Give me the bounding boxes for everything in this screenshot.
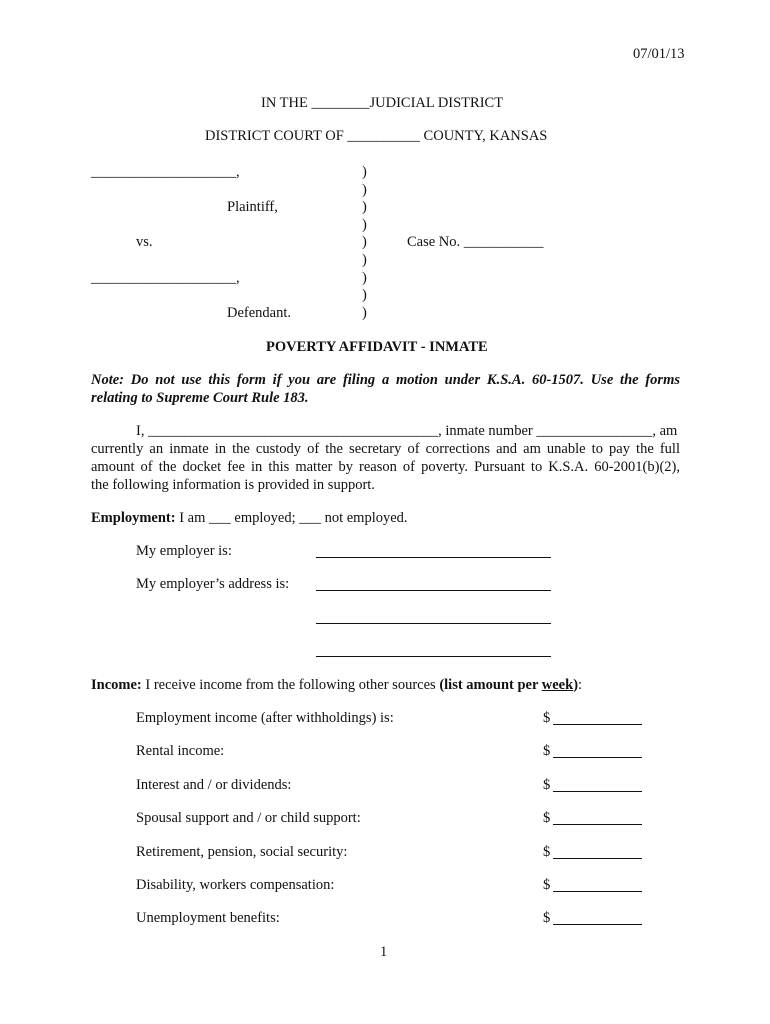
income-amount-field[interactable]: [553, 824, 642, 825]
form-title: POVERTY AFFIDAVIT - INMATE: [266, 339, 488, 355]
paren: ): [362, 287, 367, 303]
income-list-bold: (list amount per: [439, 677, 542, 693]
caption-line1-suffix: JUDICIAL DISTRICT: [369, 95, 504, 111]
income-item-label: Retirement, pension, social security:: [136, 844, 348, 860]
employer-address-label: My employer’s address is:: [136, 576, 290, 592]
income-item-label: Spousal support and / or child support:: [136, 810, 361, 826]
income-amount-field[interactable]: [553, 791, 642, 792]
affiant-name-blank[interactable]: ________________________________________: [148, 423, 439, 439]
income-colon: :: [578, 677, 583, 693]
income-item-label: Unemployment benefits:: [136, 910, 280, 926]
income-item-label: Rental income:: [136, 743, 225, 759]
income-amount-field[interactable]: [553, 757, 642, 758]
dollar-sign: $: [543, 810, 551, 826]
paren: ): [362, 252, 367, 268]
page-number: 1: [380, 944, 388, 960]
plaintiff-label: Plaintiff,: [227, 199, 278, 215]
income-text: I receive income from the following other sources: [141, 677, 440, 693]
caption-line2-prefix: DISTRICT COURT OF: [205, 128, 348, 144]
dollar-sign: $: [543, 777, 551, 793]
income-amount-field[interactable]: [553, 891, 642, 892]
employer-field[interactable]: [316, 557, 551, 558]
income-item-label: Employment income (after withholdings) is:: [136, 710, 394, 726]
income-heading: Income:: [91, 677, 142, 693]
income-week: week: [541, 677, 574, 693]
note-line-2: relating to Supreme Court Rule 183.: [91, 390, 309, 406]
case-no-label: Case No.: [407, 234, 464, 250]
intro-line-4: the following information is provided in support.: [91, 477, 375, 493]
paren: ): [362, 305, 367, 321]
county-line: [205, 127, 547, 145]
dollar-sign: $: [543, 710, 551, 726]
defendant-label: Defendant.: [227, 305, 292, 321]
paren: ): [362, 270, 367, 286]
employer-address-field-2[interactable]: [316, 623, 551, 624]
county-blank[interactable]: __________: [347, 128, 420, 144]
district-number-blank[interactable]: ________: [311, 95, 370, 111]
paren: ): [362, 199, 367, 215]
income-item-label: Interest and / or dividends:: [136, 777, 292, 793]
form-date: 07/01/13: [633, 46, 685, 62]
inmate-number-blank[interactable]: ________________: [536, 423, 653, 439]
employer-address-field-1[interactable]: [316, 590, 551, 591]
case-no-blank[interactable]: ___________: [463, 234, 544, 250]
case-number: [407, 233, 544, 251]
note-line-1: Note: Do not use this form if you are filing a motion under K.S.A. 60-1507. Use the forms: [91, 372, 680, 388]
paren: ): [362, 164, 367, 180]
intro-i: I,: [136, 423, 149, 439]
employer-address-field-3[interactable]: [316, 656, 551, 657]
paren: ): [362, 182, 367, 198]
caption-line1-prefix: IN THE: [261, 95, 312, 111]
employment-status-text[interactable]: I am ___ employed; ___ not employed.: [175, 510, 408, 526]
employment-heading: Employment:: [91, 510, 176, 526]
paren: ): [362, 217, 367, 233]
dollar-sign: $: [543, 910, 551, 926]
income-item-label: Disability, workers compensation:: [136, 877, 335, 893]
dollar-sign: $: [543, 743, 551, 759]
income-amount-field[interactable]: [553, 724, 642, 725]
income-row: [91, 676, 582, 694]
intro-line-1: [136, 422, 677, 440]
paren: ): [362, 234, 367, 250]
caption-line2-suffix: COUNTY, KANSAS: [419, 128, 548, 144]
judicial-district-line: [261, 94, 503, 112]
income-amount-field[interactable]: [553, 858, 642, 859]
dollar-sign: $: [543, 877, 551, 893]
dollar-sign: $: [543, 844, 551, 860]
intro-am: , am: [652, 423, 678, 439]
employer-label: My employer is:: [136, 543, 232, 559]
income-close: ): [573, 677, 579, 693]
defendant-name-blank[interactable]: ____________________,: [91, 270, 240, 286]
intro-line-2: currently an inmate in the custody of the secretary of corrections and am unable to pay the full: [91, 441, 680, 457]
income-amount-field[interactable]: [553, 924, 642, 925]
plaintiff-name-blank[interactable]: ____________________,: [91, 164, 240, 180]
intro-line-3: amount of the docket fee in this matter by reason of poverty. Pursuant to K.S.A. 60-2001(b)(2),: [91, 459, 680, 475]
vs-label: vs.: [136, 234, 153, 250]
intro-inmate-number-label: , inmate number: [438, 423, 537, 439]
employment-row: [91, 509, 408, 527]
